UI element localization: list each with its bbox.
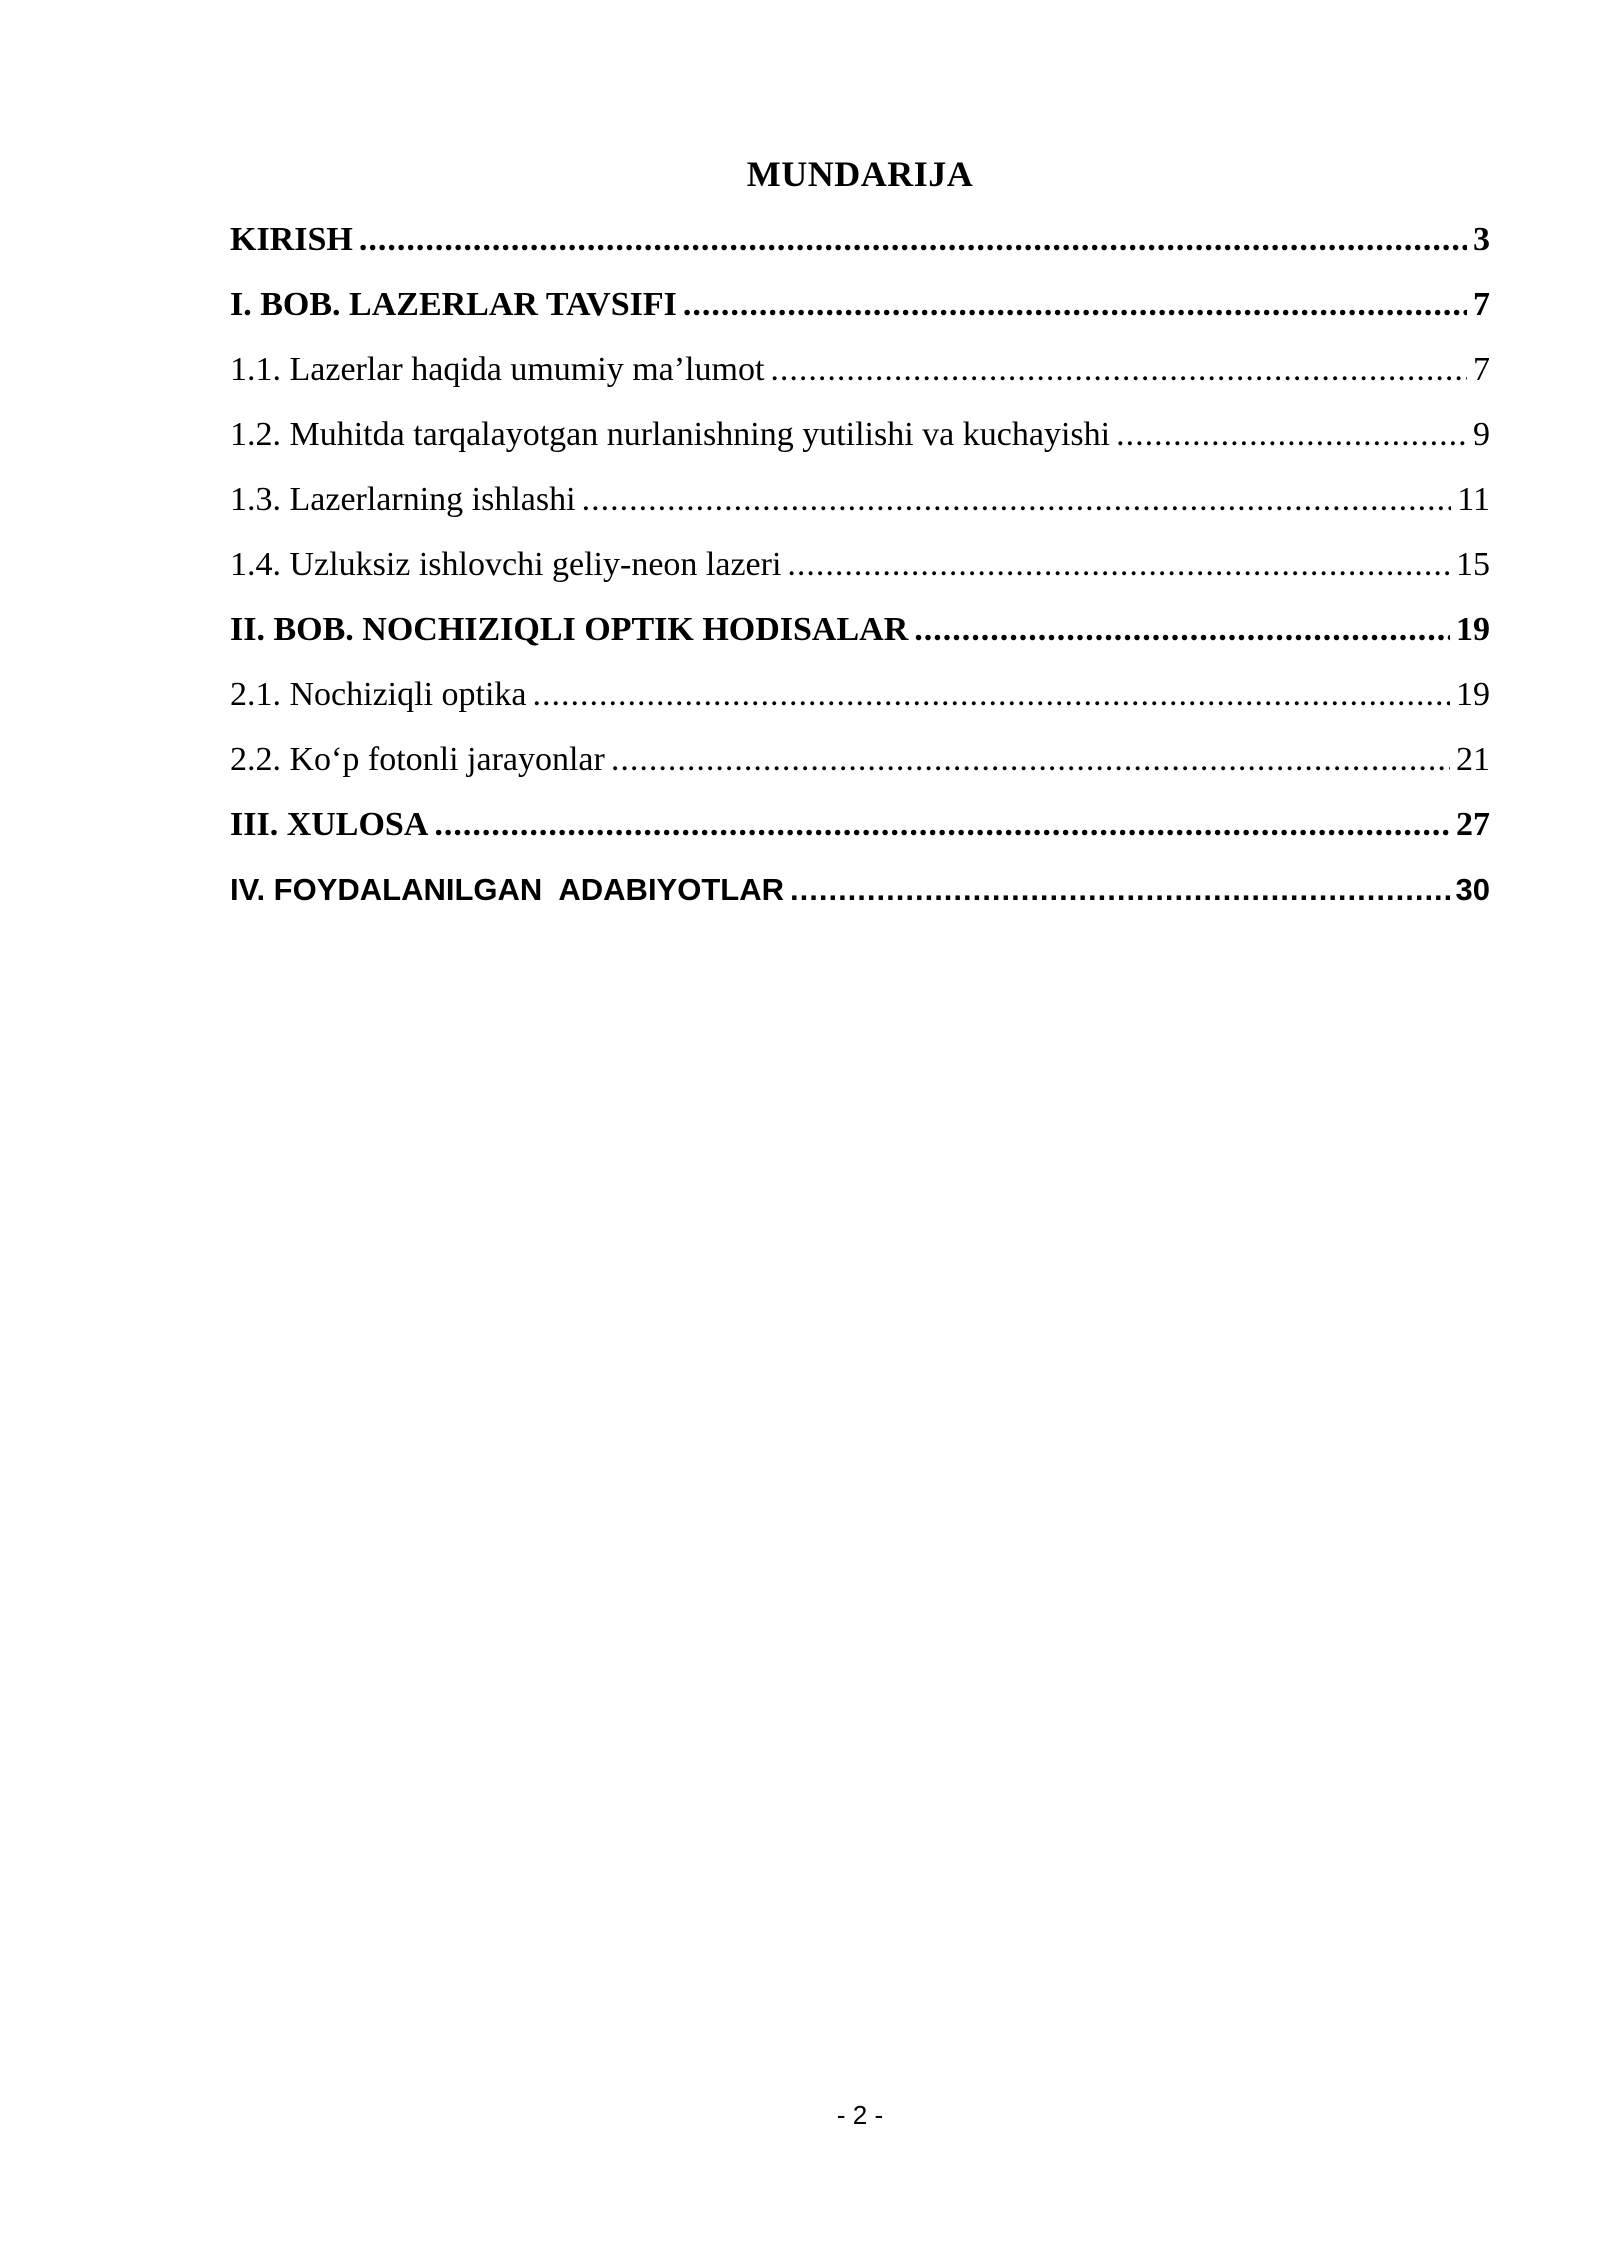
toc-entry-section-2-1 [230, 673, 1490, 738]
toc-entry-label: IV. FOYDALANILGAN ADABIYOTLAR [230, 872, 784, 907]
toc-leader-dots [790, 868, 1450, 912]
toc-entry-page: 19 [1456, 676, 1490, 713]
toc-entry-page: 3 [1473, 221, 1490, 258]
toc-leader-dots [1116, 413, 1467, 457]
toc-entry-section-2-2 [230, 738, 1490, 803]
toc-entry-section-1-3 [230, 478, 1490, 543]
table-of-contents [230, 218, 1490, 933]
toc-leader-dots [787, 543, 1450, 587]
toc-entry-label: 1.4. Uzluksiz ishlovchi geliy-neon lazeri [230, 546, 782, 583]
toc-leader-dots [683, 283, 1467, 327]
toc-leader-dots [533, 673, 1450, 717]
toc-entry-label: 1.2. Muhitda tarqalayotgan nurlanishning yutilishi va kuchayishi [230, 416, 1111, 453]
toc-entry-page: 21 [1456, 741, 1490, 778]
toc-entry-label: 2.1. Nochiziqli optika [230, 676, 527, 713]
toc-entry-chapter-1 [230, 283, 1490, 348]
toc-leader-dots [770, 348, 1467, 392]
toc-entry-label: 1.1. Lazerlar haqida umumiy ma’lumot [230, 351, 765, 388]
toc-entry-label: II. BOB. NOCHIZIQLI OPTIK HODISALAR [230, 611, 909, 648]
toc-leader-dots [914, 608, 1450, 652]
toc-entry-page: 27 [1456, 806, 1490, 843]
toc-entry-label: III. XULOSA [230, 806, 429, 843]
toc-entry-conclusion [230, 803, 1490, 868]
toc-entry-references [230, 868, 1490, 933]
toc-entry-label: I. BOB. LAZERLAR TAVSIFI [230, 286, 677, 323]
toc-entry-page: 19 [1456, 611, 1490, 648]
toc-entry-section-1-2 [230, 413, 1490, 478]
toc-leader-dots [611, 738, 1450, 782]
toc-entry-kirish [230, 218, 1490, 283]
toc-entry-chapter-2 [230, 608, 1490, 673]
toc-leader-dots [582, 478, 1452, 522]
toc-leader-dots [434, 803, 1450, 847]
toc-entry-label: 1.3. Lazerlarning ishlashi [230, 481, 576, 518]
toc-entry-page: 9 [1473, 416, 1490, 453]
toc-entry-page: 7 [1473, 286, 1490, 323]
page-number: - 2 - [836, 2100, 884, 2130]
toc-entry-section-1-4 [230, 543, 1490, 608]
toc-entry-label: 2.2. Ko‘p fotonli jarayonlar [230, 741, 605, 778]
page-title: MUNDARIJA [746, 154, 974, 194]
toc-entry-page: 11 [1457, 481, 1490, 518]
toc-entry-label: KIRISH [230, 221, 353, 258]
toc-entry-section-1-1 [230, 348, 1490, 413]
toc-entry-page: 15 [1456, 546, 1490, 583]
toc-entry-page: 30 [1455, 872, 1490, 907]
toc-leader-dots [359, 218, 1467, 262]
toc-entry-page: 7 [1473, 351, 1490, 388]
